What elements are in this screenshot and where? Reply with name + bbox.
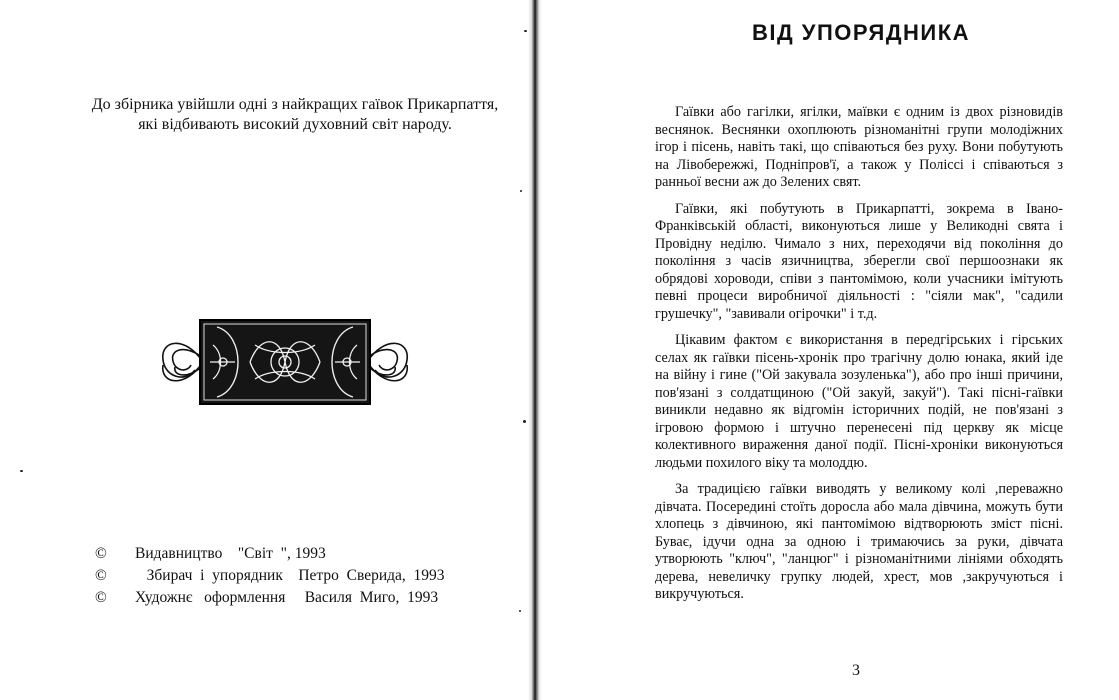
paragraph: За традицією гаївки виводять у великому колі ,переважно дівчата. Посередині стоїть доросла або мала дівчина, можуть бути хлопець з дівчиною, які пантомімою відтворюють зміст пісні. Буває, ідучи одна за одною і тримаючись за руки, дівчата утворюють "ключ", "ланцюг" і різноманітними лініями обходять дерева, невеличку групку людей, хрест, мов ,закручуються і викручуються.	[655, 481, 1063, 602]
decorative-ornament	[155, 315, 415, 410]
page-number: 3	[852, 662, 860, 679]
credit-compiler	[95, 565, 515, 587]
credit-text: Художнє оформлення Василя Миго, 1993	[135, 589, 439, 606]
copyright-symbol: ©	[95, 589, 107, 606]
scan-speck	[524, 30, 527, 32]
foreword-text	[655, 104, 1063, 613]
intro-text: До збірника увійшли одні з найкращих гаївок Прикарпаття, які відбивають високий духовний світ народу.	[91, 96, 499, 133]
credit-publisher	[95, 543, 515, 565]
scan-speck	[523, 420, 526, 423]
copyright-symbol: ©	[95, 545, 107, 562]
scan-speck	[20, 470, 23, 472]
paragraph: Гаївки, які побутують в Прикарпатті, зокрема в Івано-Франківській області, виконуються лише у Великодні свята і Провідну неділю. Чимало з них, переходячи від покоління до покоління з часів язичництва, зберегли свої першоознаки як обрядові хороводи, співи з пантомімою, коли учасники імітують певні процеси виробничої діяльності : "сіяли мак", "садили грушечку", "завивали огірочки" і т.д.	[655, 200, 1063, 322]
credit-artist	[95, 587, 515, 609]
paragraph: Цікавим фактом є використання в передгірських і гірських селах як гаївки пісень-хронік про трагічну долю юнака, який іде на війну і гине ("Ой закувала зозуленька"), або про інші причини, пов'язані з солдатщиною ("Ой закуй, закуй"). Такі пісні-гаївки виникли недавно як відгомін історичних подій, не пов'язані з ігровою формою і штучно перенесені під церкву як місце колективного вираження даної події. Пісні-хроніки виконуються людьми похилого віку та молоддю.	[655, 332, 1063, 471]
scan-speck	[520, 190, 522, 192]
page-title: ВІД УПОРЯДНИКА	[752, 20, 971, 45]
credits-list	[95, 543, 515, 609]
left-page	[0, 0, 530, 700]
credit-text: Видавництво "Світ ", 1993	[135, 545, 326, 562]
copyright-symbol: ©	[95, 567, 107, 584]
book-gutter	[528, 0, 542, 700]
paragraph: Гаївки або гагілки, ягілки, маївки є одним із двох різновидів веснянок. Веснянки охоплюють різноманітні групи молодіжних ігор і пісень, навіть такі, що співаються без руху. Вони побутують на Лівобережжі, Подніпров'ї, а також у Поліссі і співаються з ранньої весни аж до Зелених свят.	[655, 104, 1063, 190]
scan-speck	[519, 610, 521, 612]
credit-text: Збирач і упорядник Петро Сверида, 1993	[135, 567, 445, 584]
